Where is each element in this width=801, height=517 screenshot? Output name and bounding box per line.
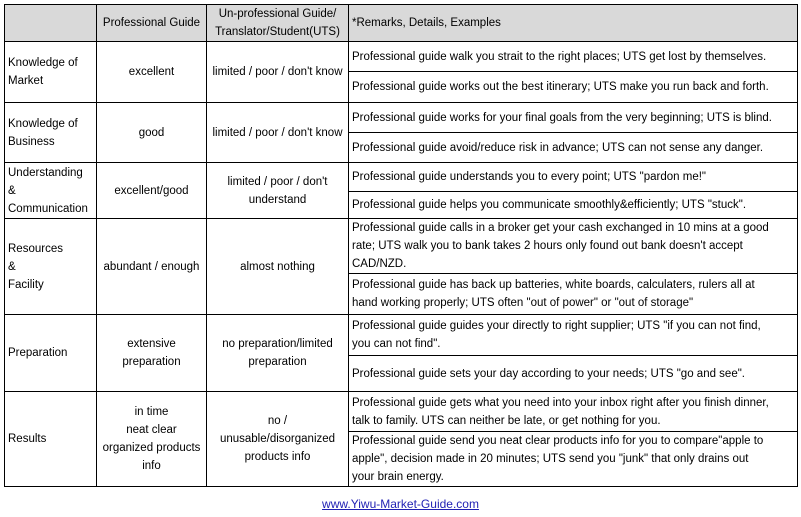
remark-line: you can not find". <box>352 338 441 350</box>
category-cell <box>5 219 97 315</box>
remark-line: apple", decision made in 20 minutes; UTS send you "junk" that only drains out <box>352 453 749 465</box>
unprofessional-cell <box>207 392 349 487</box>
professional-line: extensive <box>127 338 176 350</box>
professional-line: excellent/good <box>114 184 189 197</box>
professional-cell <box>97 103 207 163</box>
comparison-table <box>4 4 798 487</box>
table-row <box>5 42 798 72</box>
remark-line: Professional guide works out the best itinerary; UTS make you run back and forth. <box>352 81 769 93</box>
table-row <box>5 392 798 432</box>
unprofessional-line: preparation <box>248 356 307 368</box>
remark-cell <box>349 356 798 392</box>
professional-line: abundant / enough <box>103 260 200 273</box>
remark-line: Professional guide walk you strait to the right places; UTS get lost by themselves. <box>352 50 767 63</box>
category-cell <box>5 103 97 163</box>
remark-line: Professional guide guides your directly to right supplier; UTS "if you can not find, <box>352 320 761 332</box>
remark-line: Professional guide sets your day according to your needs; UTS "go and see". <box>352 367 745 380</box>
website-link[interactable]: www.Yiwu-Market-Guide.com <box>322 497 479 511</box>
remark-cell <box>349 72 798 103</box>
professional-line: neat clear <box>126 424 177 436</box>
professional-cell <box>97 315 207 392</box>
remark-line: Professional guide send you neat clear products info for you to compare"apple to <box>352 435 764 447</box>
category-line: Results <box>8 433 47 445</box>
professional-cell <box>97 219 207 315</box>
header-remarks: *Remarks, Details, Examples <box>349 5 798 42</box>
professional-cell <box>97 392 207 487</box>
remark-line: rate; UTS walk you to bank takes 2 hours only found out bank doesn't accept <box>352 240 743 252</box>
remark-cell <box>349 163 798 192</box>
header-corner <box>5 5 97 42</box>
unprofessional-cell <box>207 103 349 163</box>
professional-line: good <box>138 126 165 139</box>
table-row <box>5 315 798 356</box>
header-unprofessional-line: Translator/Student(UTS) <box>215 26 340 38</box>
unprofessional-line: no / unusable/disorganized <box>219 415 336 445</box>
professional-cell <box>97 163 207 219</box>
category-line: & <box>8 260 16 273</box>
remark-cell <box>349 42 798 72</box>
professional-line: organized products <box>102 442 201 454</box>
category-line: Understanding <box>8 166 83 179</box>
unprofessional-line: limited / poor / don't know <box>212 126 343 139</box>
unprofessional-cell <box>207 315 349 392</box>
remark-line: CAD/NZD. <box>352 258 407 270</box>
category-cell <box>5 392 97 487</box>
remark-cell <box>349 133 798 163</box>
header-unprofessional <box>207 5 349 42</box>
table-row <box>5 219 798 274</box>
professional-cell <box>97 42 207 103</box>
table-row <box>5 103 798 133</box>
remark-cell <box>349 274 798 315</box>
category-line: Market <box>8 75 44 87</box>
category-cell <box>5 163 97 219</box>
professional-line: excellent <box>128 66 175 78</box>
remark-line: hand working properly; UTS often "out of power" or "out of storage" <box>352 297 694 309</box>
unprofessional-cell <box>207 219 349 315</box>
category-line: Knowledge of <box>8 117 78 130</box>
unprofessional-line: products info <box>244 451 311 463</box>
remark-line: Professional guide calls in a broker get your cash exchanged in 10 mins at a good <box>352 222 769 234</box>
professional-line: preparation <box>122 356 181 368</box>
remark-cell <box>349 315 798 356</box>
category-line: Business <box>8 135 55 148</box>
remark-cell <box>349 219 798 274</box>
unprofessional-line: almost nothing <box>240 260 315 273</box>
category-line: Communication <box>8 202 88 215</box>
category-line: Knowledge of <box>8 57 78 69</box>
category-cell <box>5 315 97 392</box>
remark-cell <box>349 392 798 432</box>
footer <box>0 497 801 511</box>
category-line: Facility <box>8 278 44 291</box>
unprofessional-cell <box>207 163 349 219</box>
remark-line: Professional guide avoid/reduce risk in advance; UTS can not sense any danger. <box>352 141 764 154</box>
header-row <box>5 5 798 42</box>
remark-cell <box>349 103 798 133</box>
category-line: Preparation <box>8 347 68 359</box>
remark-cell <box>349 192 798 219</box>
category-line: Resources <box>8 242 63 255</box>
remark-line: Professional guide works for your final goals from the very beginning; UTS is blind. <box>352 111 772 124</box>
remark-line: talk to family. UTS can neither be late, or get nothing for you. <box>352 414 661 427</box>
remark-cell <box>349 432 798 487</box>
unprofessional-line: understand <box>248 193 307 206</box>
remark-line: your brain energy. <box>352 471 444 483</box>
professional-line: info <box>142 460 161 472</box>
category-cell <box>5 42 97 103</box>
professional-line: in time <box>134 406 169 418</box>
unprofessional-line: no preparation/limited <box>222 338 333 350</box>
unprofessional-line: limited / poor / don't know <box>212 66 343 78</box>
unprofessional-line: limited / poor / don't <box>227 175 328 188</box>
remark-line: Professional guide understands you to every point; UTS "pardon me!" <box>352 171 707 183</box>
category-line: & <box>8 184 16 197</box>
remark-line: Professional guide helps you communicate smoothly&efficiently; UTS "stuck". <box>352 199 747 211</box>
header-unprofessional-line: Un-professional Guide/ <box>218 8 337 20</box>
unprofessional-cell <box>207 42 349 103</box>
table-row <box>5 163 798 192</box>
header-professional: Professional Guide <box>97 5 207 42</box>
table-body <box>5 42 798 487</box>
remark-line: Professional guide gets what you need into your inbox right after you finish dinner, <box>352 396 769 409</box>
remark-line: Professional guide has back up batteries, white boards, calculaters, rulers all at <box>352 279 755 291</box>
